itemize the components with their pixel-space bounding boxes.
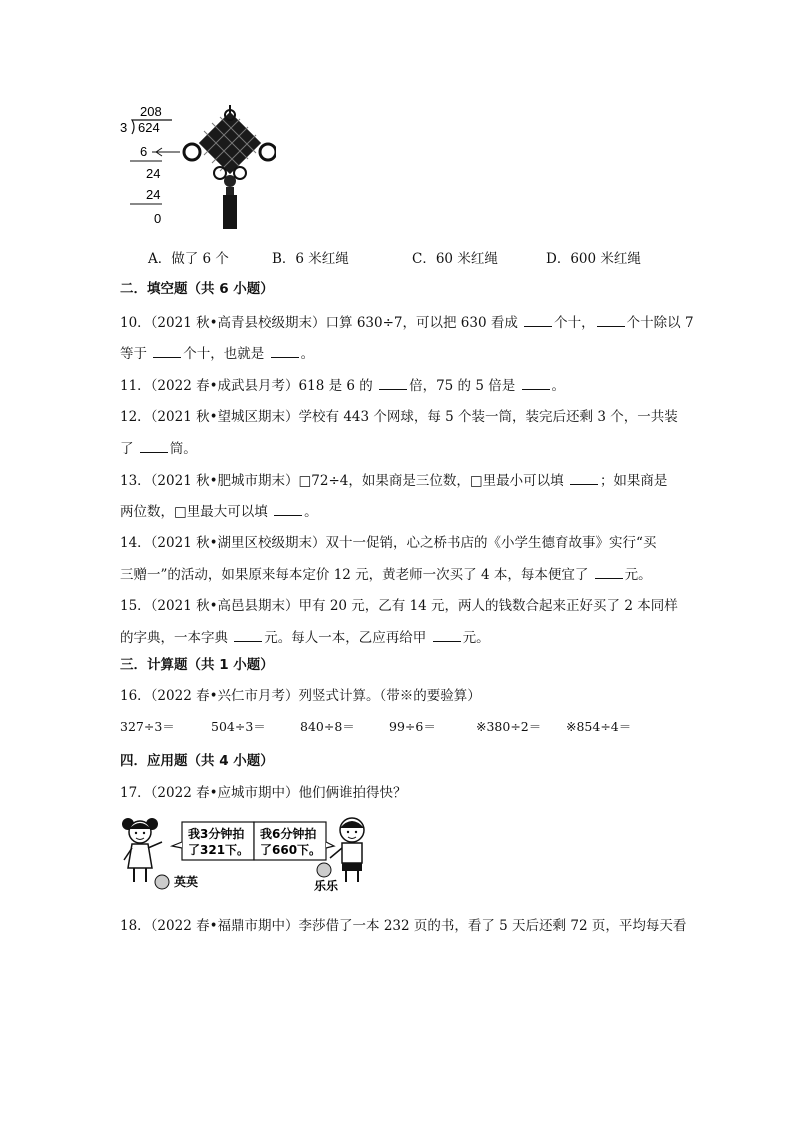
division-divisor: 3: [120, 120, 128, 135]
option-b: [272, 247, 349, 267]
option-c-text: 60 米红绳: [435, 251, 498, 267]
q11-text-c: 。: [551, 378, 566, 394]
option-a-text: 做了 6 个: [171, 251, 229, 267]
question-18: 18．（2022 春•福鼎市期中）李莎借了一本 232 页的书，看了 5 天后还剩 72 页，平均每天看: [120, 918, 687, 934]
division-step3: 24: [146, 187, 161, 202]
girl-figure-icon: [122, 818, 169, 889]
calc-item-1: 327÷3＝: [120, 719, 175, 734]
bubble2-line1: 我6分钟拍: [260, 827, 317, 841]
question-14-line1: 14．（2021 秋•湖里区校级期末）双十一促销，心之桥书店的《小学生德育故事》实行“买: [120, 535, 657, 551]
division-knot-figure: [116, 103, 276, 229]
option-b-letter: B．: [272, 251, 296, 267]
bubble2-line2: 了660下。: [260, 843, 322, 857]
calc-item-6: ※854÷4＝: [566, 719, 632, 734]
q13-text-b: ；如果商是: [599, 473, 668, 489]
option-a: [148, 247, 229, 267]
q11-text-a: 11．（2022 春•成武县月考）618 是 6 的: [120, 378, 373, 394]
q10-blank-4[interactable]: [271, 343, 299, 358]
q10-text-a: 10．（2021 秋•高青县校级期末）口算 630÷7，可以把 630 看成: [120, 315, 518, 331]
q15-text-b: 的字典，一本字典: [120, 630, 228, 646]
boy-name-label: 乐乐: [314, 879, 339, 892]
q10-text-e: 个十，也就是: [183, 346, 265, 362]
kids-illustration-svg: [118, 812, 380, 892]
q13-text-d: 。: [304, 504, 318, 520]
q13-blank-2[interactable]: [274, 501, 302, 516]
q10-text-d: 等于: [120, 346, 147, 362]
option-d-text: 600 米红绳: [570, 251, 641, 267]
q10-blank-3[interactable]: [153, 343, 181, 358]
calc-item-3: 840÷8＝: [300, 719, 355, 734]
division-quotient: 208: [140, 104, 162, 119]
division-step2: 24: [146, 166, 161, 181]
question-17: 17．（2022 春•应城市期中）他们俩谁拍得快？: [120, 785, 407, 801]
calc-item-5: ※380÷2＝: [476, 719, 542, 734]
division-step1: 6: [140, 144, 148, 159]
option-d-letter: D．: [546, 251, 571, 267]
q11-text-b: 倍，75 的 5 倍是: [409, 378, 516, 394]
division-remainder: 0: [154, 211, 162, 226]
q14-blank-1[interactable]: [595, 564, 623, 579]
section-2-title: 二．填空题（共 6 小题）: [120, 281, 274, 297]
q13-text-c: 两位数，□里最大可以填: [120, 504, 268, 520]
question-16: 16．（2022 春•兴仁市月考）列竖式计算。（带※的要验算）: [120, 688, 481, 704]
q13-text-a: 13．（2021 秋•肥城市期末）□72÷4，如果商是三位数，□里最小可以填: [120, 473, 564, 489]
q14-text-b: 三赠一”的活动，如果原来每本定价 12 元，黄老师一次买了 4 本，每本便宜了: [120, 567, 589, 583]
q11-blank-2[interactable]: [522, 375, 550, 390]
option-d: [546, 247, 641, 267]
q15-text-c: 元。每人一本，乙应再给甲: [264, 630, 427, 646]
section-4-title: 四．应用题（共 4 小题）: [120, 753, 274, 769]
q14-text-c: 元。: [624, 567, 652, 583]
q11-blank-1[interactable]: [379, 375, 407, 390]
chinese-knot-image: [184, 105, 276, 229]
bubble1-line1: 我3分钟拍: [188, 827, 245, 841]
question-15-line2: [120, 627, 490, 648]
girl-name-label: 英英: [174, 875, 199, 889]
q17-illustration: [118, 812, 380, 892]
q10-text-f: 。: [300, 346, 315, 362]
question-12-line1: 12．（2021 秋•望城区期末）学校有 443 个网球，每 5 个装一筒，装完后还剩 3 个，一共装: [120, 409, 678, 425]
long-division-svg: [116, 103, 276, 229]
question-10-line2: [120, 343, 314, 364]
q13-blank-1[interactable]: [570, 470, 598, 485]
question-12-line2: [120, 438, 197, 459]
section-3-title: 三．计算题（共 1 小题）: [120, 657, 274, 673]
question-10-line1: [120, 312, 694, 333]
question-15-line1: 15．（2021 秋•高邑县期末）甲有 20 元，乙有 14 元，两人的钱数合起来正好买了 2 本同样: [120, 598, 678, 614]
option-c: [412, 247, 498, 267]
question-13-line1: [120, 470, 667, 491]
division-dividend: 624: [138, 120, 160, 135]
q12-text-b: 了: [120, 441, 134, 457]
question-13-line2: [120, 501, 318, 522]
bubble1-line2: 了321下。: [188, 843, 250, 857]
option-a-letter: A．: [148, 251, 172, 267]
option-b-text: 6 米红绳: [295, 251, 349, 267]
q15-blank-2[interactable]: [433, 627, 461, 642]
calc-item-4: 99÷6＝: [389, 719, 436, 734]
q10-blank-2[interactable]: [597, 312, 625, 327]
calc-item-2: 504÷3＝: [211, 719, 266, 734]
q12-blank-1[interactable]: [140, 438, 168, 453]
q15-blank-1[interactable]: [234, 627, 262, 642]
option-c-letter: C．: [412, 251, 436, 267]
question-11: [120, 375, 565, 396]
q10-text-c: 个十除以 7: [626, 315, 694, 331]
q10-text-b: 个十，: [554, 315, 595, 331]
question-14-line2: [120, 564, 652, 585]
q10-blank-1[interactable]: [524, 312, 552, 327]
q15-text-d: 元。: [462, 630, 490, 646]
q12-text-c: 筒。: [169, 441, 197, 457]
